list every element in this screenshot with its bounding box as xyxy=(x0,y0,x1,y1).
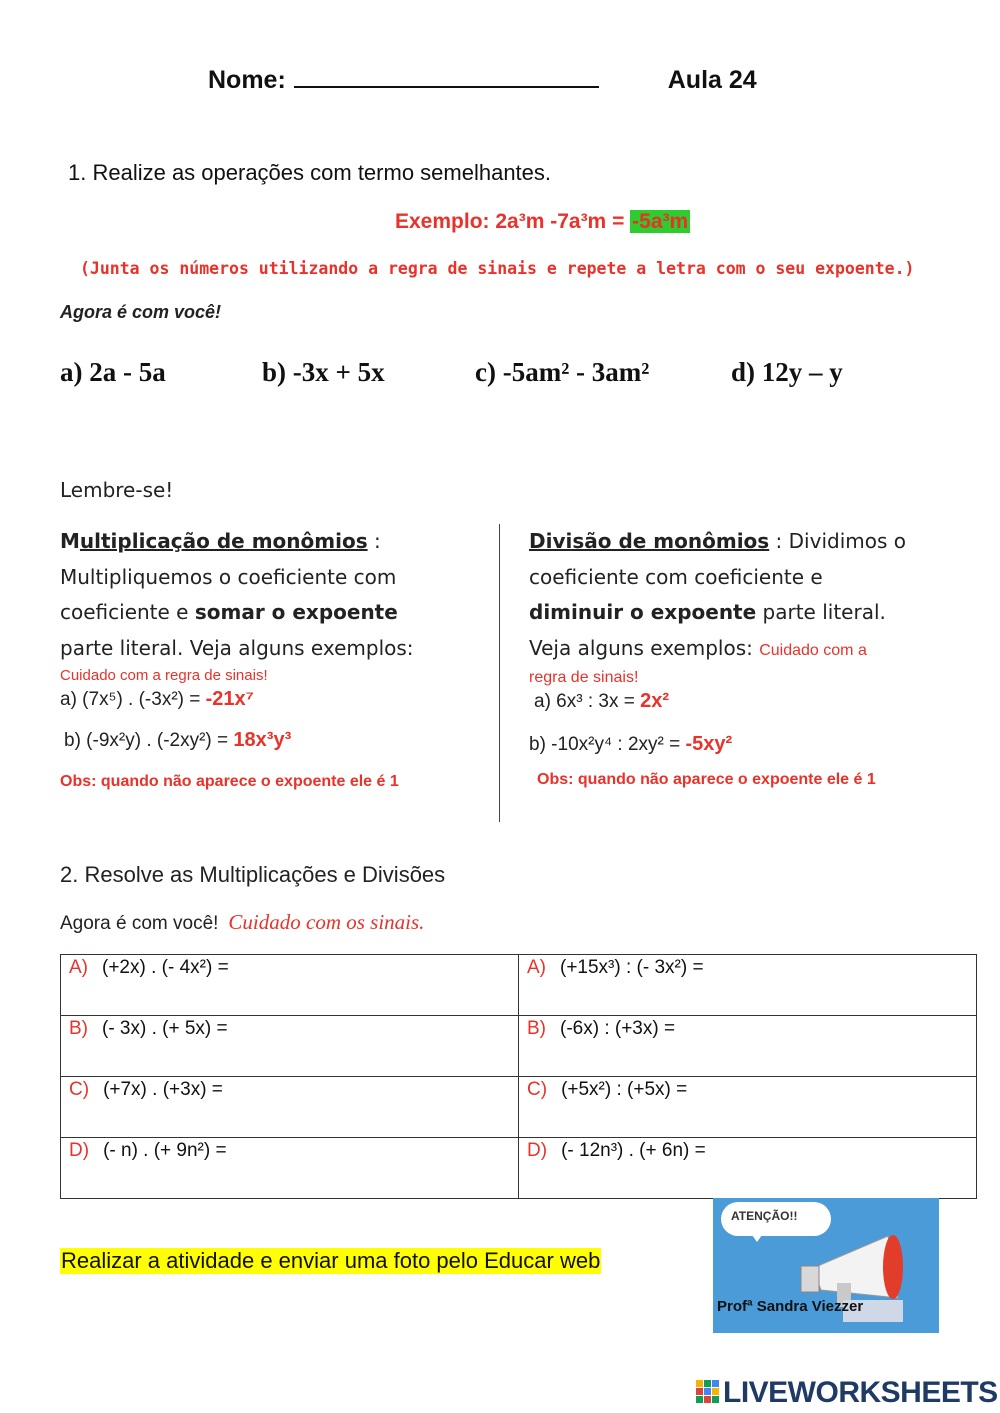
answer-cell-right[interactable] xyxy=(519,955,977,1016)
exercise-d: d) 12y – y xyxy=(731,357,843,387)
exercise-table xyxy=(60,954,977,1199)
item-expression: (+2x) . (- 4x²) = xyxy=(102,957,229,978)
item-expression: (- 3x) . (+ 5x) = xyxy=(102,1018,228,1039)
column-divider xyxy=(499,524,500,822)
multiplication-box xyxy=(60,524,480,792)
div-title: Divisão de monômios : Dividimos o xyxy=(529,529,906,553)
item-letter: C) xyxy=(69,1079,90,1100)
item-expression: (- n) . (+ 9n²) = xyxy=(103,1140,227,1161)
exercise-a: a) 2a - 5a xyxy=(60,357,166,387)
agora-label-1: Agora é com você! xyxy=(60,302,222,322)
item-letter: B) xyxy=(69,1018,88,1039)
mult-line3: parte literal. Veja alguns exemplos: xyxy=(60,635,414,660)
answer-cell-right[interactable] xyxy=(519,1138,977,1199)
item-letter: C) xyxy=(527,1079,548,1100)
item-expression: (-6x) : (+3x) = xyxy=(560,1018,676,1039)
mult-example-a: a) (7x⁵) . (-3x²) = -21x⁷ xyxy=(60,688,254,710)
attention-badge xyxy=(713,1198,939,1333)
table-row xyxy=(61,955,977,1016)
rule-note: (Junta os números utilizando a regra de sinais e repete a letra com o seu expoente.) xyxy=(80,259,915,278)
mult-obs: Obs: quando não aparece o expoente ele é 1 xyxy=(60,773,399,790)
table-row xyxy=(61,1016,977,1077)
exercise-c: c) -5am² - 3am² xyxy=(475,357,650,387)
answer-cell-right[interactable] xyxy=(519,1077,977,1138)
nome-label: Nome: xyxy=(208,66,286,94)
atencao-label: ATENÇÃO!! xyxy=(731,1209,798,1223)
item-letter: B) xyxy=(527,1018,546,1039)
answer-cell-left[interactable] xyxy=(61,955,519,1016)
division-box xyxy=(529,524,969,790)
item-letter: D) xyxy=(527,1140,548,1161)
table-row xyxy=(61,1077,977,1138)
mult-line2: coeficiente e somar o expoente xyxy=(60,600,398,624)
item-letter: D) xyxy=(69,1140,90,1161)
lembre-label: Lembre-se! xyxy=(60,478,174,502)
prof-label: Profª Sandra Viezzer xyxy=(717,1298,864,1315)
div-obs: Obs: quando não aparece o expoente ele é 1 xyxy=(537,771,876,788)
mult-example-b: b) (-9x²y) . (-2xy²) = 18x³y³ xyxy=(64,729,292,751)
mult-line1: Multipliquemos o coeficiente com xyxy=(60,564,397,589)
question-2-title: 2. Resolve as Multiplicações e Divisões xyxy=(60,862,446,887)
agora-label-2: Agora é com você! Cuidado com os sinais. xyxy=(60,910,425,934)
item-expression: (+15x³) : (- 3x²) = xyxy=(560,957,704,978)
header xyxy=(208,64,757,95)
answer-cell-right[interactable] xyxy=(519,1016,977,1077)
div-line1: coeficiente com coeficiente e xyxy=(529,564,823,589)
instruction-highlight: Realizar a atividade e enviar uma foto pelo Educar web xyxy=(61,1248,601,1273)
mult-note: Cuidado com a regra de sinais! xyxy=(60,667,268,684)
item-expression: (+5x²) : (+5x) = xyxy=(561,1079,688,1100)
aula-label: Aula 24 xyxy=(667,66,757,94)
example-prefix: Exemplo: 2a³m -7a³m = xyxy=(395,210,631,233)
answer-cell-left[interactable] xyxy=(61,1077,519,1138)
item-letter: A) xyxy=(69,957,88,978)
question-1-title: 1. Realize as operações com termo semelhantes. xyxy=(68,160,552,185)
example-answer: -5a³m xyxy=(632,210,689,233)
item-expression: (+7x) . (+3x) = xyxy=(103,1079,223,1100)
exercise-b: b) -3x + 5x xyxy=(262,357,385,387)
liveworksheets-logo[interactable]: LIVEWORKSHEETS xyxy=(696,1376,998,1410)
table-row xyxy=(61,1138,977,1199)
mult-title: Multiplicação de monômios : xyxy=(60,529,381,553)
name-line[interactable] xyxy=(294,64,599,88)
cuidado-note: Cuidado com os sinais. xyxy=(228,910,425,934)
item-expression: (- 12n³) . (+ 6n) = xyxy=(561,1140,706,1161)
div-example-a: a) 6x³ : 3x = 2x² xyxy=(534,690,670,712)
div-line2: diminuir o expoente parte literal. xyxy=(529,600,886,624)
answer-cell-left[interactable] xyxy=(61,1138,519,1199)
liveworksheets-logo-icon xyxy=(696,1380,720,1404)
div-example-b: b) -10x²y⁴ : 2xy² = -5xy² xyxy=(529,733,733,755)
item-letter: A) xyxy=(527,957,546,978)
div-note: regra de sinais! xyxy=(529,669,639,686)
example-line xyxy=(395,210,690,234)
answer-cell-left[interactable] xyxy=(61,1016,519,1077)
div-line3: Veja alguns exemplos: Cuidado com a xyxy=(529,635,867,660)
